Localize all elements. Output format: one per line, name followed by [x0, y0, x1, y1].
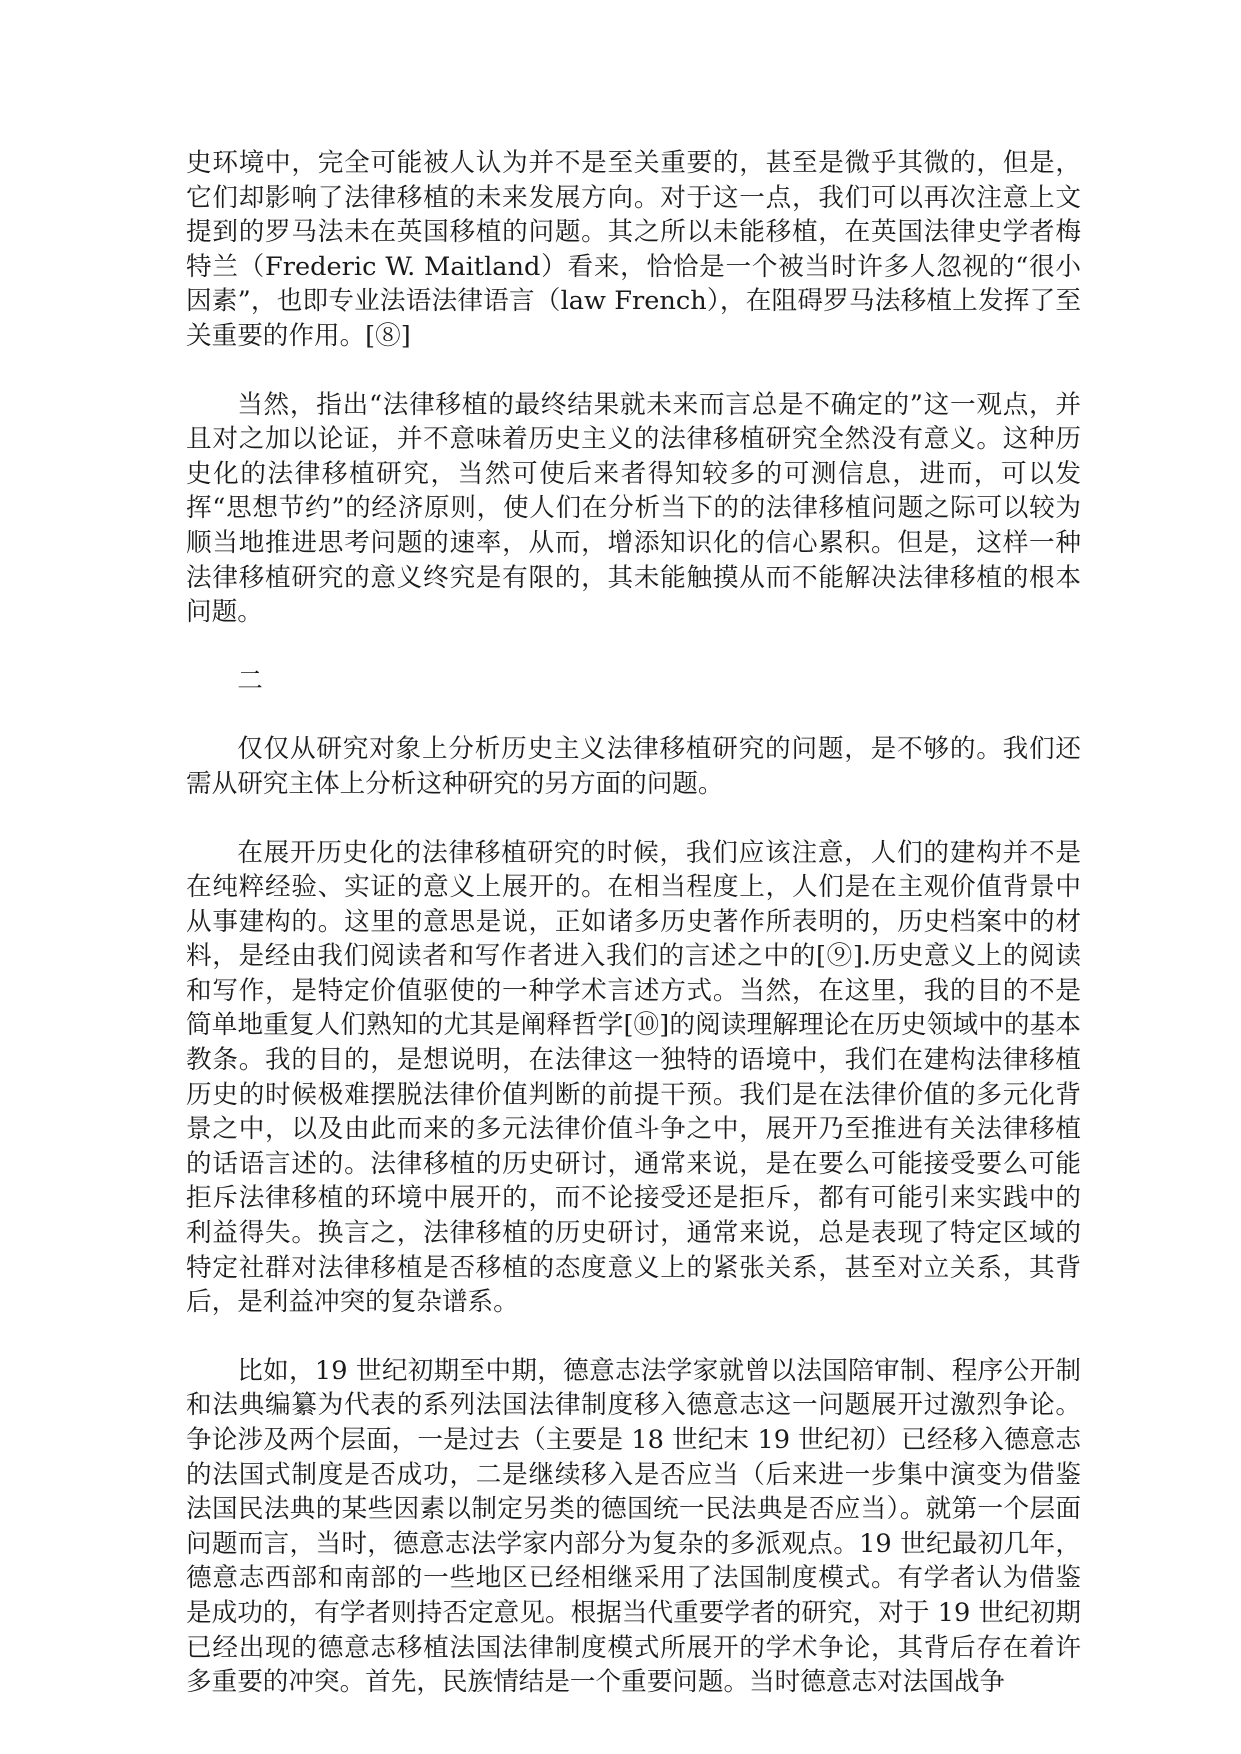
paragraph-4: 在展开历史化的法律移植研究的时候，我们应该注意，人们的建构并不是在纯粹经验、实证的意义上展开的。在相当程度上，人们是在主观价值背景中从事建构的。这里的意思是说，正如诸多历史著作所表明的，历史档案中的材料，是经由我们阅读者和写作者进入我们的言述之中的[⑨].历史意义上的阅读和写作，是特定价值驱使的一种学术言述方式。当然，在这里，我的目的不是简单地重复人们熟知的尤其是阐释哲学[⑩]的阅读理解理论在历史领域中的基本教条。我的目的，是想说明，在法律这一独特的语境中，我们在建构法律移植历史的时候极难摆脱法律价值判断的前提干预。我们是在法律价值的多元化背景之中，以及由此而来的多元法律价值斗争之中，展开乃至推进有关法律移植的话语言述的。法律移植的历史研讨，通常来说，是在要么可能接受要么可能拒斥法律移植的环境中展开的，而不论接受还是拒斥，都有可能引来实践中的利益得失。换言之，法律移植的历史研讨，通常来说，总是表现了特定区域的特定社群对法律移植是否移植的态度意义上的紧张关系，甚至对立关系，其背后，是利益冲突的复杂谱系。 [186, 837, 1081, 1318]
document-body [186, 146, 1081, 1734]
paragraph-1: 史环境中，完全可能被人认为并不是至关重要的，甚至是微乎其微的，但是，它们却影响了法律移植的未来发展方向。对于这一点，我们可以再次注意上文提到的罗马法未在英国移植的问题。其之所以未能移植，在英国法律史学者梅特兰（Frederic W. Maitland）看来，恰恰是一个被当时许多人忽视的“很小因素”，也即专业法语法律语言（law French），在阻碍罗马法移植上发挥了至关重要的作用。[⑧] [186, 148, 1081, 351]
paragraph-3: 仅仅从研究对象上分析历史主义法律移植研究的问题，是不够的。我们还需从研究主体上分析这种研究的另方面的问题。 [186, 734, 1081, 799]
paragraph-2: 当然，指出“法律移植的最终结果就未来而言总是不确定的”这一观点，并且对之加以论证，并不意味着历史主义的法律移植研究全然没有意义。这种历史化的法律移植研究，当然可使后来者得知较多的可测信息，进而，可以发挥“思想节约”的经济原则，使人们在分析当下的的法律移植问题之际可以较为顺当地推进思考问题的速率，从而，增添知识化的信心累积。但是，这样一种法律移植研究的意义终究是有限的，其未能触摸从而不能解决法律移植的根本问题。 [186, 389, 1081, 628]
paragraph-5: 比如，19 世纪初期至中期，德意志法学家就曾以法国陪审制、程序公开制和法典编纂为代表的系列法国法律制度移入德意志这一问题展开过激烈争论。争论涉及两个层面，一是过去（主要是 18 世纪末 19 世纪初）已经移入德意志的法国式制度是否成功，二是继续移入是否应当（后来进一步集中演变为借鉴法国民法典的某些因素以制定另类的德国统一民法典是否应当）。就第一个层面问题而言，当时，德意志法学家内部分为复杂的多派观点。19 世纪最初几年，德意志西部和南部的一些地区已经相继采用了法国制度模式。有学者认为借鉴是成功的，有学者则持否定意见。根据当代重要学者的研究，对于 19 世纪初期已经出现的德意志移植法国法律制度模式所展开的学术争论，其背后存在着许多重要的冲突。首先，民族情结是一个重要问题。当时德意志对法国战争 [186, 1355, 1081, 1698]
section-heading: 二 [237, 665, 263, 696]
